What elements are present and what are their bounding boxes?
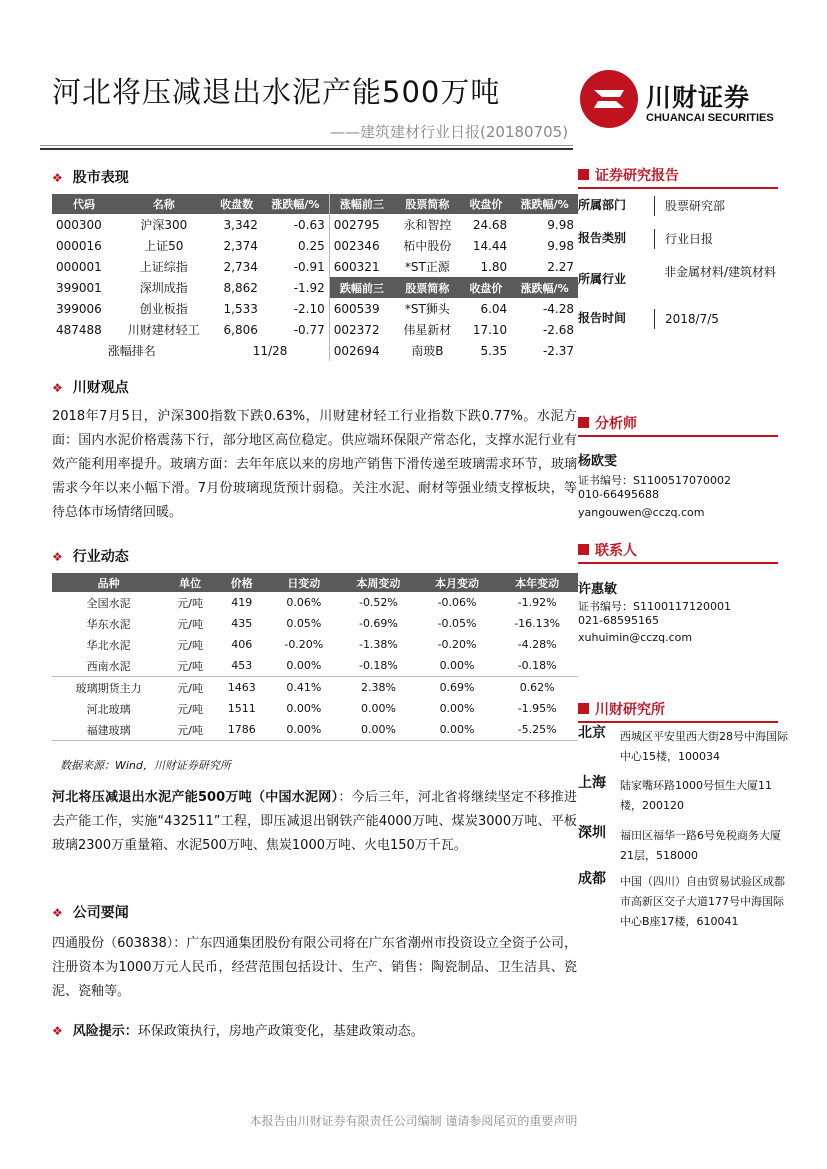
office-address-shenzhen: 福田区福华一路6号免税商务大厦21层，518000 xyxy=(620,829,781,862)
loser-header: 股票简称 xyxy=(394,277,461,298)
analyst-phone: 010-66495688 xyxy=(578,488,659,501)
diamond-icon: ❖ xyxy=(52,171,63,185)
analyst-email[interactable]: yangouwen@cczq.com xyxy=(578,506,705,519)
section-company-heading: ❖ 公司要闻 xyxy=(52,905,129,921)
sidebar-institute-heading: 川财研究所 xyxy=(578,699,665,719)
col-header: 涨幅前三 xyxy=(329,194,394,214)
table-row: 福建玻璃 元/吨 1786 0.00% 0.00% 0.00% -5.25% xyxy=(52,719,578,741)
market-table-header xyxy=(52,194,578,214)
square-icon xyxy=(578,169,589,180)
info-row-industry: 所属行业 非金属材料/建筑材料 xyxy=(578,265,777,286)
loser-header: 跌幅前三 xyxy=(329,277,394,298)
col-header: 涨跌幅/% xyxy=(262,194,329,214)
industry-table-header: 品种 单位 价格 日变动 本周变动 本月变动 本年变动 xyxy=(52,573,578,592)
square-icon xyxy=(578,703,589,714)
office-address-shanghai: 陆家嘴环路1000号恒生大厦11楼，200120 xyxy=(620,779,772,812)
diamond-icon: ❖ xyxy=(52,906,63,920)
page-footer: 本报告由川财证券有限责任公司编制 谨请参阅尾页的重要声明 xyxy=(249,1114,578,1128)
table-row: 华北水泥 元/吨 406 -0.20% -1.38% -0.20% -4.28% xyxy=(86,638,557,652)
col-header: 收盘数 xyxy=(211,194,261,214)
table-row: 涨幅排名 11/28 002694 南玻B 5.35 -2.37 xyxy=(52,340,578,361)
office-address-beijing: 西城区平安里西大街28号中海国际中心15楼，100034 xyxy=(620,730,788,763)
sidebar-divider xyxy=(578,721,778,723)
risk-note xyxy=(52,1020,424,1039)
table-row: 000300 沪深300 3,342 -0.63 002795 永和智控 24.68 9.98 xyxy=(52,214,578,235)
rank-value: 11/28 xyxy=(252,343,288,358)
report-subtitle: ——建筑建材行业日报(20180705) xyxy=(330,123,569,141)
col-header: 涨跌幅/% xyxy=(511,194,578,214)
office-city-beijing: 北京 xyxy=(578,725,606,741)
table-row: 487488 川财建材轻工 6,806 -0.77 002372 伟星新材 17.10 -2.68 xyxy=(52,319,578,340)
logo-text-en: CHUANCAI SECURITIES xyxy=(646,112,774,124)
table-row: 全国水泥 元/吨 419 0.06% -0.52% -0.06% -1.92% xyxy=(86,596,557,610)
col-header: 收盘价 xyxy=(461,194,511,214)
contact-phone: 021-68595165 xyxy=(578,614,659,627)
view-paragraph: 2018年7月5日，沪深300指数下跌0.63%，川财建材轻工行业指数下跌0.77%。水泥方面：国内水泥价格震荡下行，部分地区高位稳定。供应端环保限产常态化，支撑水泥行业有效产能利用率提升。玻璃方面：去年年底以来的房地产销售下滑传递至玻璃需求环节，玻璃需求今年以来小幅下滑。7月份玻璃现货预计弱稳。关注水泥、耐材等强业绩支撑板块，等待总体市场情绪回暖。 xyxy=(52,409,577,520)
risk-text: 环保政策执行，房地产政策变化，基建政策动态。 xyxy=(137,1024,424,1039)
table-row: 000016 上证50 2,374 0.25 002346 柘中股份 14.44 9.98 xyxy=(52,235,578,256)
header-divider-bold xyxy=(40,148,573,150)
section-view-heading: ❖ 川财观点 xyxy=(52,380,129,396)
data-source-note: 数据来源：Wind，川财证券研究所 xyxy=(60,759,231,772)
market-table xyxy=(52,194,578,361)
table-row: 西南水泥 元/吨 453 0.00% -0.18% 0.00% -0.18% xyxy=(86,659,557,673)
sidebar-divider xyxy=(578,562,778,564)
square-icon xyxy=(578,544,589,555)
news-title: 河北将压减退出水泥产能500万吨（中国水泥网） xyxy=(52,790,339,805)
logo-icon xyxy=(580,70,638,128)
contact-email[interactable]: xuhuimin@cczq.com xyxy=(578,631,693,644)
table-row: 399001 深圳成指 8,862 -1.92 跌幅前三 股票简称 收盘价 涨跌幅/% xyxy=(52,277,578,298)
company-paragraph: 四通股份（603838）：广东四通集团股份有限公司将在广东省潮州市投资设立全资子公司，注册资本为1000万元人民币，经营范围包括设计、生产、销售：陶瓷制品、卫生洁具、瓷泥、瓷釉等。 xyxy=(52,936,577,999)
news-paragraph xyxy=(52,786,577,858)
sidebar-analyst-heading: 分析师 xyxy=(578,413,637,433)
loser-header: 收盘价 xyxy=(461,277,511,298)
sidebar-report-heading: 证券研究报告 xyxy=(578,165,679,185)
header-divider xyxy=(40,145,573,146)
office-address-chengdu: 中国（四川）自由贸易试验区成都市高新区交子大道177号中海国际中心B座17楼，610041 xyxy=(620,875,785,928)
diamond-icon: ❖ xyxy=(52,550,63,564)
sidebar-contact-heading: 联系人 xyxy=(578,540,637,560)
company-logo xyxy=(580,70,790,130)
table-row: 000001 上证综指 2,734 -0.91 600321 *ST正源 1.80 2.27 xyxy=(52,256,578,277)
logo-text-cn: 川财证券 xyxy=(646,83,751,112)
news-text: ：今后三年，河北省将继续坚定不移推进去产能工作，实施“432511”工程，即压减退出钢铁产能4000万吨、煤炭3000万吨、平板玻璃2300万重量箱、水泥500万吨、焦炭1000万吨、火电150万千瓦。 xyxy=(52,790,577,853)
industry-table xyxy=(52,573,578,741)
table-row: 华东水泥 元/吨 435 0.05% -0.69% -0.05% -16.13% xyxy=(86,617,561,631)
table-row: 玻璃期货主力 元/吨 1463 0.41% 2.38% 0.69% 0.62% xyxy=(52,677,578,699)
col-header: 名称 xyxy=(116,194,211,214)
office-city-shanghai: 上海 xyxy=(578,775,606,791)
table-row: 399006 创业板指 1,533 -2.10 600539 *ST狮头 6.04 -4.28 xyxy=(52,298,578,319)
section-industry-heading: ❖ 行业动态 xyxy=(52,549,129,565)
office-city-shenzhen: 深圳 xyxy=(578,825,606,841)
contact-cert: 证书编号：S1100117120001 xyxy=(578,600,731,613)
diamond-icon: ❖ xyxy=(52,381,63,395)
rank-label: 涨幅排名 xyxy=(107,344,156,358)
diamond-icon: ❖ xyxy=(52,1024,63,1038)
office-city-chengdu: 成都 xyxy=(578,871,606,887)
section-market-heading: ❖ 股市表现 xyxy=(52,170,129,186)
table-row: 河北玻璃 元/吨 1511 0.00% 0.00% 0.00% -1.95% xyxy=(86,702,557,716)
sidebar-divider xyxy=(578,435,778,437)
col-header: 股票简称 xyxy=(394,194,461,214)
info-row-category: 报告类别 行业日报 xyxy=(578,229,788,253)
loser-header: 涨跌幅/% xyxy=(511,277,578,298)
info-row-date: 报告时间 2018/7/5 xyxy=(578,309,788,333)
page-title: 河北将压减退出水泥产能500万吨 xyxy=(52,75,501,109)
info-row-department: 所属部门 股票研究部 xyxy=(578,196,788,220)
square-icon xyxy=(578,417,589,428)
sidebar-divider xyxy=(578,187,778,189)
contact-name: 许惠敏 xyxy=(578,582,618,597)
risk-label: 风险提示： xyxy=(72,1024,138,1039)
analyst-cert: 证书编号：S1100517070002 xyxy=(578,474,731,487)
col-header: 代码 xyxy=(52,194,116,214)
analyst-name: 杨欧雯 xyxy=(578,454,618,469)
